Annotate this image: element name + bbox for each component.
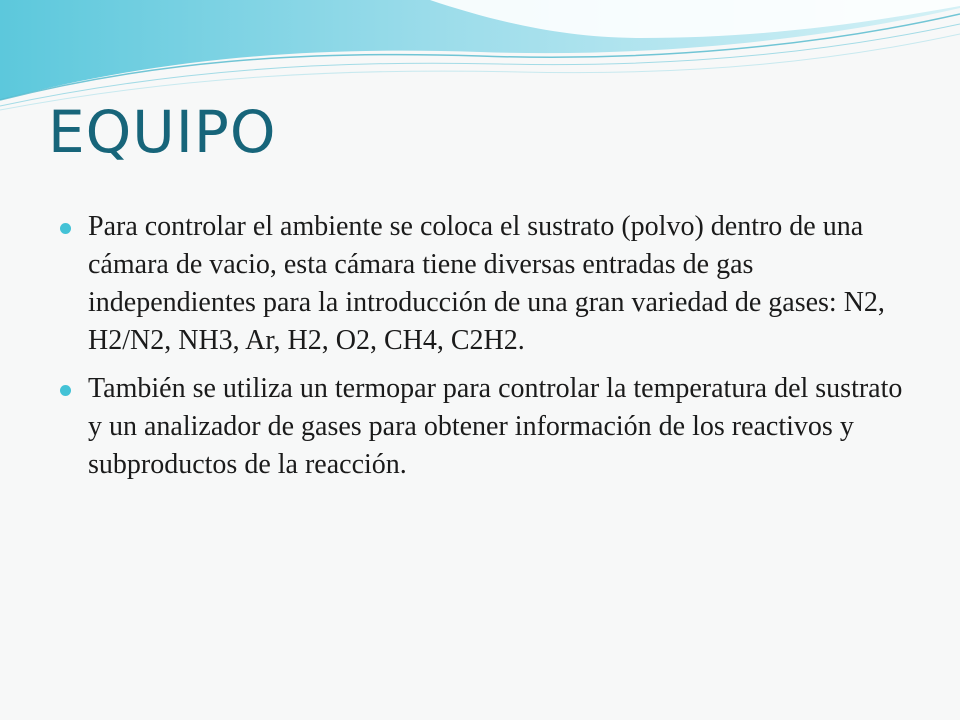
bullet-dot-icon — [60, 223, 71, 234]
bullet-list — [88, 208, 918, 494]
slide-title: EQUIPO — [48, 98, 277, 166]
bullet-item — [88, 370, 918, 484]
bullet-item — [88, 208, 918, 360]
bullet-dot-icon — [60, 385, 71, 396]
bullet-text: También se utiliza un termopar para controlar la temperatura del sustrato y un analizador de gases para obtener información de los reactivos y subproductos de la reacción. — [88, 373, 903, 480]
bullet-text: Para controlar el ambiente se coloca el sustrato (polvo) dentro de una cámara de vacio, esta cámara tiene diversas entradas de gas independientes para la introducción de una gran variedad de gases: N2, H2/N2, NH3, Ar, H2, O2, CH4, C2H2. — [88, 211, 885, 356]
